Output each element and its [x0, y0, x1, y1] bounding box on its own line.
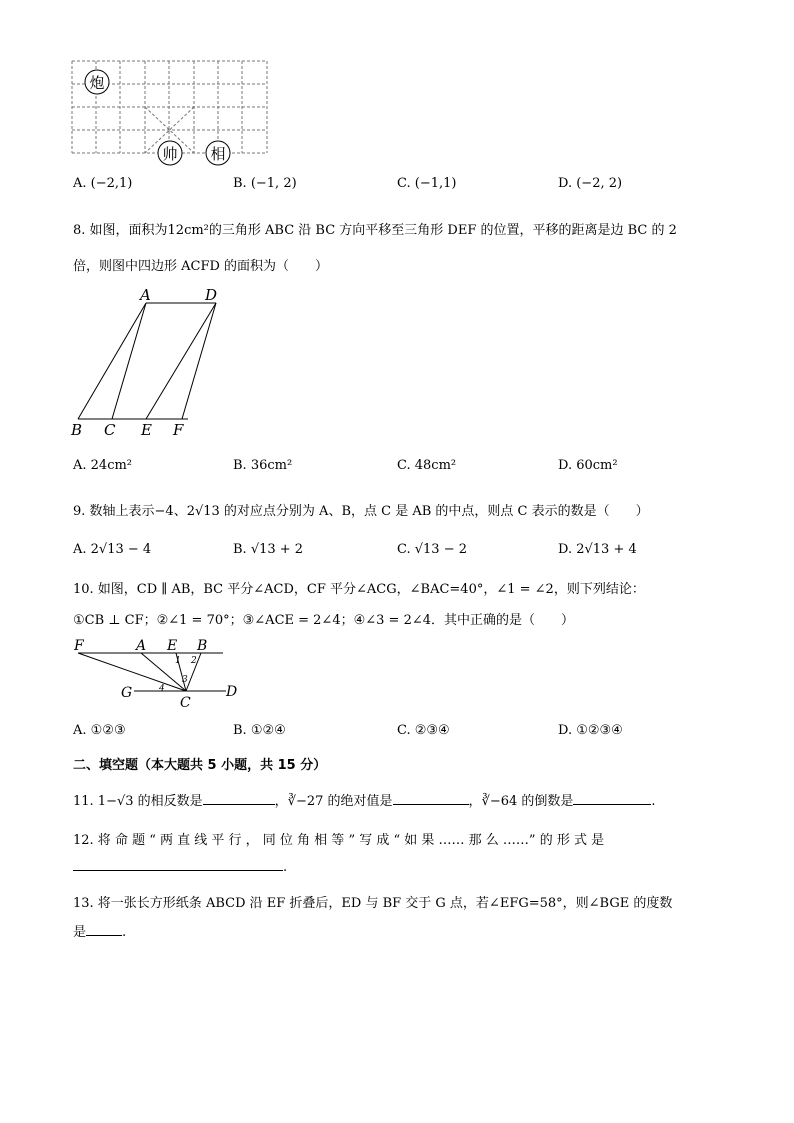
q13-stem-line2	[73, 921, 126, 940]
q11-blank-1[interactable]	[203, 792, 275, 805]
chess-board-figure	[60, 58, 280, 170]
q10-stem-line2: ①CB ⊥ CF；②∠1 = 70°；③∠ACE = 2∠4；④∠3 = 2∠4．其中正确的是（ ）	[73, 613, 575, 628]
label-b: B	[197, 638, 208, 654]
label-e: E	[141, 421, 152, 439]
q13-end: .	[122, 925, 127, 940]
angle-1-label: 1	[175, 656, 181, 666]
q9-stem: 9. 数轴上表示−4、2√13 的对应点分别为 A、B，点 C 是 AB 的中点，则点 C 表示的数是（ ）	[73, 504, 649, 519]
q8-option-a: A. 24cm²	[73, 458, 133, 473]
q10-stem-line1: 10. 如图，CD ∥ AB，BC 平分∠ACD，CF 平分∠ACG，∠BAC=40°，∠1 = ∠2，则下列结论：	[73, 582, 645, 597]
label-d: D	[226, 684, 238, 700]
q12-stem: 12. 将 命 题 “ 两 直 线 平 行 ， 同 位 角 相 等 ” 写 成 “ 如 果 …… 那 么 ……” 的 形 式 是	[73, 833, 605, 848]
svg-text:炮: 炮	[89, 74, 105, 92]
q9-option-b: B. √13 + 2	[233, 542, 304, 557]
q9-option-a: A. 2√13 − 4	[73, 542, 152, 557]
q11-blank-3[interactable]	[573, 792, 651, 805]
label-g: G	[121, 685, 133, 701]
q10-option-a: A. ①②③	[73, 723, 126, 738]
svg-text:帅: 帅	[162, 145, 178, 163]
q11-part2: ，∛−27 的绝对值是	[274, 794, 393, 809]
q7-option-b: B. (−1, 2)	[233, 176, 297, 191]
svg-text:相: 相	[210, 145, 226, 163]
q13-prefix: 是	[73, 925, 87, 940]
label-a: A	[140, 286, 151, 304]
label-c: C	[180, 695, 191, 711]
angle-4-label: 4	[159, 684, 165, 694]
q11-part1: 11. 1−√3 的相反数是	[73, 794, 203, 809]
angle-3-label: 3	[182, 675, 188, 685]
q10-option-b: B. ①②④	[233, 723, 286, 738]
q11-part3: ，∛−64 的倒数是	[468, 794, 574, 809]
q11-blank-2[interactable]	[393, 792, 469, 805]
q9-option-c: C. √13 − 2	[397, 542, 468, 557]
label-e: E	[167, 638, 178, 654]
q12-end: .	[283, 860, 288, 875]
q11-line	[73, 790, 656, 809]
label-f: F	[173, 421, 184, 439]
angle-2-label: 2	[191, 656, 197, 666]
q8-option-b: B. 36cm²	[233, 458, 293, 473]
label-a: A	[136, 638, 147, 654]
label-d: D	[205, 286, 218, 304]
label-f: F	[74, 638, 84, 654]
q7-option-d: D. (−2, 2)	[558, 176, 623, 191]
q10-option-d: D. ①②③④	[558, 723, 623, 738]
q8-option-c: C. 48cm²	[397, 458, 457, 473]
label-c: C	[104, 421, 116, 439]
q8-stem-line2: 倍，则图中四边形 ACFD 的面积为（ ）	[73, 259, 329, 274]
section-2-heading: 二、填空题（本大题共 5 小题，共 15 分）	[73, 758, 327, 773]
q7-option-a: A. (−2,1)	[73, 176, 133, 191]
q12-blank[interactable]	[73, 858, 283, 871]
q10-angle-figure	[66, 636, 246, 712]
q7-option-c: C. (−1,1)	[397, 176, 457, 191]
chess-piece-pao	[85, 70, 109, 94]
q8-option-d: D. 60cm²	[558, 458, 618, 473]
q12-answer-line	[73, 858, 287, 875]
q10-option-c: C. ②③④	[397, 723, 450, 738]
q9-option-d: D. 2√13 + 4	[558, 542, 637, 557]
q8-stem-line1: 8. 如图，面积为12cm²的三角形 ABC 沿 BC 方向平移至三角形 DEF 的位置，平移的距离是边 BC 的 2	[73, 223, 677, 238]
q13-stem-line1: 13. 将一张长方形纸条 ABCD 沿 EF 折叠后，ED 与 BF 交于 G 点，若∠EFG=58°，则∠BGE 的度数	[73, 896, 673, 911]
q13-blank[interactable]	[86, 923, 122, 936]
chess-piece-shuai	[158, 141, 182, 165]
q8-parallelogram-figure	[66, 284, 226, 440]
label-b: B	[71, 421, 83, 439]
q11-part4: .	[651, 794, 656, 809]
chess-piece-xiang	[206, 141, 230, 165]
